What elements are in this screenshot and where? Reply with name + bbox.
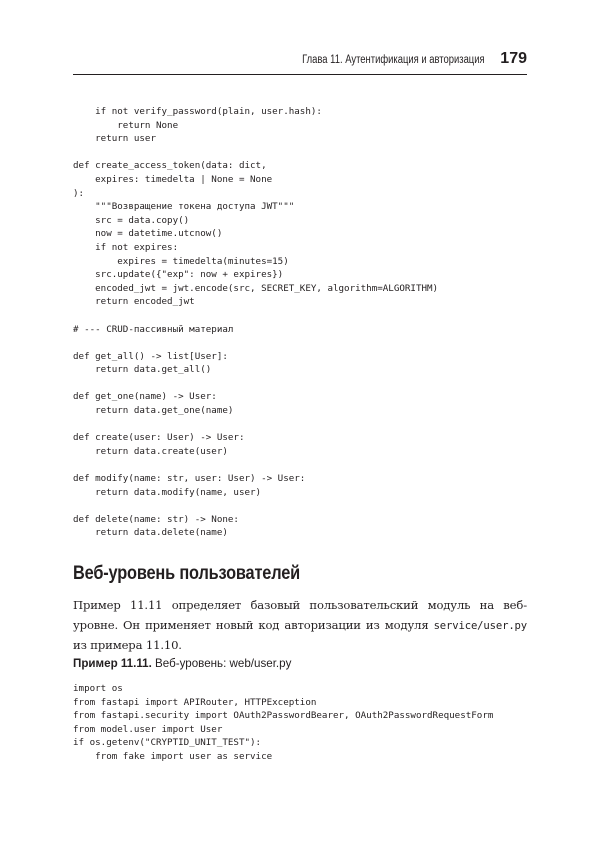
code-line: from fake import user as service bbox=[73, 750, 273, 762]
page-header bbox=[73, 50, 527, 75]
code-line bbox=[73, 146, 438, 160]
code-line bbox=[73, 309, 438, 323]
paragraph-text: из примера 11.10. bbox=[73, 638, 182, 652]
page-number: 179 bbox=[500, 50, 527, 67]
code-line bbox=[73, 499, 438, 513]
code-line bbox=[73, 418, 438, 432]
code-line: # --- CRUD-пассивный материал bbox=[73, 323, 234, 335]
code-line: now = datetime.utcnow() bbox=[73, 228, 223, 240]
inline-code-reference: service/user.py bbox=[433, 619, 527, 632]
running-title: Глава 11. Аутентификация и авторизация bbox=[302, 54, 485, 66]
code-line bbox=[73, 458, 438, 472]
code-line bbox=[73, 336, 438, 350]
code-line: return data.get_one(name) bbox=[73, 405, 234, 417]
code-line: """Возвращение токена доступа JWT""" bbox=[73, 201, 295, 213]
code-line: from fastapi import APIRouter, HTTPException bbox=[73, 696, 317, 708]
code-line: def modify(name: str, user: User) -> User: bbox=[73, 473, 306, 485]
code-line: return data.delete(name) bbox=[73, 527, 228, 539]
code-line: return encoded_jwt bbox=[73, 296, 195, 308]
example-caption bbox=[73, 657, 291, 670]
code-line: encoded_jwt = jwt.encode(src, SECRET_KEY, algorithm=ALGORITHM) bbox=[73, 282, 439, 294]
code-line: expires: timedelta | None = None bbox=[73, 173, 273, 185]
code-line: if not expires: bbox=[73, 241, 179, 253]
example-label: Пример 11.11. bbox=[73, 657, 152, 670]
code-line: src.update({"exp": now + expires}) bbox=[73, 269, 284, 281]
code-line: def delete(name: str) -> None: bbox=[73, 513, 239, 525]
example-title: Веб-уровень: web/user.py bbox=[151, 657, 292, 670]
code-line: return data.modify(name, user) bbox=[73, 486, 262, 498]
code-line: ): bbox=[73, 187, 85, 199]
code-line: src = data.copy() bbox=[73, 214, 190, 226]
body-paragraph bbox=[73, 596, 527, 656]
code-line: if os.getenv("CRYPTID_UNIT_TEST"): bbox=[73, 737, 262, 749]
code-line: from model.user import User bbox=[73, 723, 223, 735]
code-line: return data.create(user) bbox=[73, 445, 228, 457]
section-heading: Веб-уровень пользователей bbox=[73, 563, 300, 584]
code-line: if not verify_password(plain, user.hash): bbox=[73, 106, 322, 117]
code-line: def create(user: User) -> User: bbox=[73, 432, 245, 444]
paragraph-text: Пример 11.11 определяет базовый пользовательский модуль на веб-уровне. Он применяет новый код авторизации из модуля bbox=[73, 598, 527, 632]
code-line: import os bbox=[73, 683, 123, 694]
code-line: def get_one(name) -> User: bbox=[73, 391, 217, 403]
code-line: expires = timedelta(minutes=15) bbox=[73, 255, 289, 267]
code-block-auth-crud bbox=[73, 105, 438, 540]
code-line: return None bbox=[73, 119, 179, 131]
code-line: from fastapi.security import OAuth2PasswordBearer, OAuth2PasswordRequestForm bbox=[73, 710, 494, 722]
code-line: def create_access_token(data: dict, bbox=[73, 160, 267, 172]
code-line: return data.get_all() bbox=[73, 364, 212, 376]
code-line bbox=[73, 377, 438, 391]
code-line: return user bbox=[73, 133, 156, 145]
code-line: def get_all() -> list[User]: bbox=[73, 350, 228, 362]
code-block-web-user bbox=[73, 682, 493, 764]
